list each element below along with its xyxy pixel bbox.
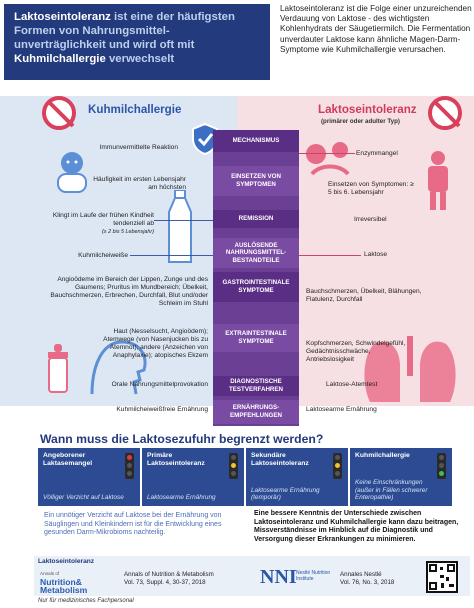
person-icon xyxy=(420,150,456,210)
intolerance-onset: Einsetzen von Symptomen: ≥ 5 bis 6. Lebensjahr xyxy=(328,181,414,196)
connector xyxy=(299,153,355,154)
intolerance-diet: Laktosearme Ernährung xyxy=(306,406,377,413)
citation-title: Annals of Nutrition & Metabolism xyxy=(124,571,214,578)
allergy-title: Kuhmilchallergie xyxy=(88,103,182,116)
allergy-onset: Häufigkeit im ersten Lebensjahr am höchsten xyxy=(93,176,186,191)
intolerance-gi-symptoms: Bauchschmerzen, Übelkeit, Blähungen, Flatulenz, Durchfall xyxy=(306,288,422,303)
section-title-limit-lactose: Wann muss die Laktosezufuhr begrenzt werden? xyxy=(40,432,324,446)
criteria-trigger: AUSLÖSENDE NAHRUNGSMITTEL-BESTANDTEILE xyxy=(213,238,299,268)
card-title: Sekundäre Laktoseintoleranz xyxy=(251,452,309,467)
criteria-gi-symptoms: GASTROINTESTINALE SYMPTOME xyxy=(213,272,299,302)
card-desc: Laktosearme Ernährung xyxy=(147,494,216,502)
header-title-box xyxy=(4,4,270,80)
baby-bottle-icon xyxy=(44,344,72,394)
allergy-trigger: Kuhmilcheiweiße xyxy=(78,252,128,259)
milk-bottle-icon xyxy=(166,190,194,264)
enzyme-icon xyxy=(302,140,358,180)
card-primary xyxy=(142,448,244,506)
baby-icon xyxy=(50,150,94,198)
footer xyxy=(34,556,470,596)
intolerance-extra-symptoms: Kopfschmerzen, Schwindelgefühl, Gedächtnisschwäche, Antriebslosigkeit xyxy=(306,340,406,363)
title-part-allergy: Kuhmilchallergie xyxy=(14,53,106,65)
criteria-mechanism: MECHANISMUS xyxy=(213,130,299,152)
card-allergy xyxy=(350,448,452,506)
connector xyxy=(299,255,361,256)
intolerance-trigger: Laktose xyxy=(364,251,388,258)
header-intro: Laktoseintoleranz ist die Folge einer unzureichenden Verdauung von Laktose - des wichtigsten Kohlenhydrats der Säugetiermilch. Die Fermentation unverdauter Laktose kann ähnliche Magen-Darm-Symptome wie Kuhmilchallergie verursachen. xyxy=(280,4,472,54)
intolerance-subtitle: (primärer oder adulter Typ) xyxy=(321,118,400,125)
allergy-gi-symptoms: Angioödeme im Bereich der Lippen, Zunge und des Gaumens; Pruritus im Mundbereich; Übelkeit, Bauchschmerzen, Erbrechen, Durchfall, Blut und/oder Schleim im Stuhl xyxy=(50,276,208,307)
recommendation-cards xyxy=(38,448,452,506)
footer-label: Laktoseintoleranz xyxy=(38,558,95,565)
annals-logo xyxy=(40,570,87,594)
criteria-extra-symptoms: EXTRAINTESTINALE SYMPTOME xyxy=(213,324,299,352)
card-congenital xyxy=(38,448,140,506)
qr-code-icon[interactable] xyxy=(426,561,458,593)
card-desc: Keine Einschränkungen (außer in Fällen schwerer Enteropathie) xyxy=(355,479,428,502)
allergy-test: Orale Nahrungsmittelprovokation xyxy=(111,381,208,388)
card-title: Kuhmilchallergie xyxy=(355,452,410,459)
title-part-end: verwechselt xyxy=(105,53,175,65)
intolerance-test: Laktose-Atemtest xyxy=(326,381,378,388)
card-title: Primäre Laktoseintoleranz xyxy=(147,452,205,467)
card-desc: Völliger Verzicht auf Laktose xyxy=(43,494,124,502)
traffic-light-icon xyxy=(437,453,446,479)
card-secondary xyxy=(246,448,348,506)
traffic-light-icon xyxy=(125,453,134,479)
intolerance-title: Laktoseintoleranz xyxy=(318,103,417,116)
allergy-mechanism: Immunvermittelte Reaktion xyxy=(99,144,178,151)
allergy-diet: Kuhmilcheiweißfreie Ernährung xyxy=(116,406,208,413)
professional-disclaimer: Nur für medizinisches Fachpersonal xyxy=(38,598,134,604)
comparison-criteria-column xyxy=(213,130,299,426)
citation-volume: Vol. 73, Suppl. 4, 30-37, 2018 xyxy=(124,578,206,586)
header-title xyxy=(14,10,260,66)
allergy-extra-symptoms: Haut (Nesselsucht, Angioödem); Atemwege (von Nasenjucken bis zu Atemnot); andere (Anzeichen von Anaphylaxie); atopisches Ekzem xyxy=(103,328,208,359)
citation-annals xyxy=(124,571,214,586)
card-desc: Laktosearme Ernährung (temporär) xyxy=(251,486,320,502)
criteria-remission: REMISSION xyxy=(213,210,299,228)
traffic-light-icon xyxy=(333,453,342,479)
no-stomach-icon xyxy=(428,96,462,130)
title-part-lactose: Laktoseintoleranz xyxy=(14,11,111,23)
note-knowledge: Eine bessere Kenntnis der Unterschiede zwischen Laktoseintoleranz und Kuhmilchallergie kann dazu beitragen, Missverständnisse im Hinblick auf die Diagnostik und Versorgung dieser Erkrankungen zu minimieren. xyxy=(254,510,459,543)
connector xyxy=(154,220,213,221)
logo-line-2: Nutrition& xyxy=(40,577,83,587)
allergy-remission-text: Klingt im Laufe der frühen Kindheit tendenziell ab xyxy=(52,212,154,227)
nni-logo: NNI xyxy=(260,566,297,588)
citation-annales xyxy=(340,571,394,586)
intolerance-remission: Irreversibel xyxy=(354,216,387,223)
criteria-tests: DIAGNOSTISCHE TESTVERFAHREN xyxy=(213,376,299,396)
title-part-middle: ist eine der häufigsten Formen von Nahrungsmittel-unverträglichkeit und wird oft mit xyxy=(14,11,235,51)
note-microbiome: Ein unnötiger Verzicht auf Laktose bei der Ernährung von Säuglingen und Kleinkindern ist für die Entwicklung eines gesunden Darm-Mikrobioms nachteilig. xyxy=(44,512,222,537)
logo-line-3: Metabolism xyxy=(40,585,88,595)
citation-volume: Vol. 76, No. 3, 2018 xyxy=(340,578,395,586)
card-title: Angeborener Laktasemangel xyxy=(43,452,93,467)
criteria-diet: ERNÄHRUNGS-EMPFEHLUNGEN xyxy=(213,400,299,424)
no-milk-icon xyxy=(42,96,76,130)
connector xyxy=(130,255,213,256)
intolerance-mechanism: Enzymmangel xyxy=(356,150,398,157)
allergy-remission-age: (≥ 2 bis 5 Lebensjahr) xyxy=(101,229,154,235)
allergy-remission xyxy=(36,212,154,236)
nni-name: Nestlé Nutrition Institute xyxy=(296,570,331,582)
criteria-onset: EINSETZEN VON SYMPTOMEN xyxy=(213,166,299,196)
logo-line-1: Annals of xyxy=(40,571,60,576)
traffic-light-icon xyxy=(229,453,238,479)
citation-title: Annales Nestlé xyxy=(340,571,382,578)
